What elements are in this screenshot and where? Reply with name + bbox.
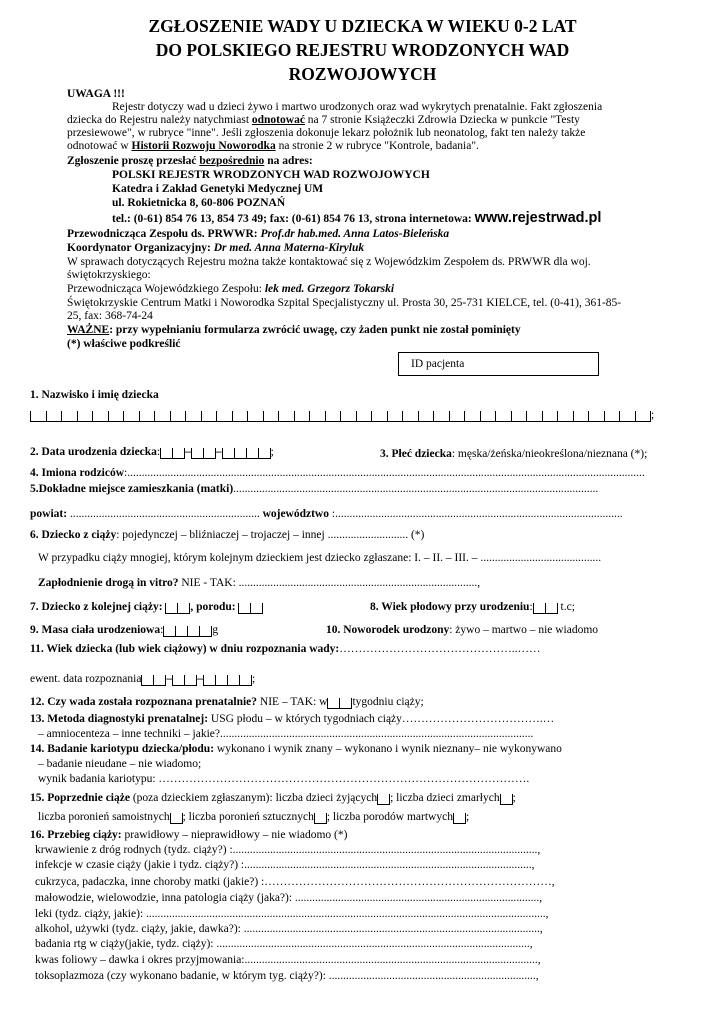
char-box[interactable] xyxy=(588,411,604,422)
birth-weight-boxes[interactable] xyxy=(163,624,212,637)
diag-year-boxes[interactable] xyxy=(203,673,252,686)
char-box[interactable] xyxy=(263,411,279,422)
char-box[interactable] xyxy=(247,411,263,422)
char-box[interactable] xyxy=(327,698,339,709)
char-box[interactable] xyxy=(30,411,46,422)
field-15-row: 15. Poprzednie ciąże (poza dzieckiem zgłaszanym): liczba dzieci żyjących ; liczba dzieci zmarłych ; xyxy=(30,792,516,804)
induced-abortion-box[interactable] xyxy=(314,811,327,824)
field-13-row[interactable]: 13. Metoda diagnostyki prenatalnej: USG płodu – w których tygodniach ciąży……………………………….… xyxy=(30,713,555,725)
pregnancy-question[interactable]: infekcje w czasie ciąży (jakie i tydz. ciąży?) :...................................................................................................., xyxy=(35,859,535,871)
pregnancy-question[interactable]: małowodzie, wielowodzie, inna patologia ciąży (jaka?): ....................................................................................., xyxy=(35,892,543,904)
address-line: Katedra i Zakład Genetyki Medycznej UM xyxy=(112,183,324,195)
address-line: ul. Rokietnicka 8, 60-806 POZNAŃ xyxy=(112,197,286,209)
char-box[interactable] xyxy=(216,411,232,422)
char-box[interactable] xyxy=(619,411,635,422)
website-link[interactable]: www.rejestrwad.pl xyxy=(474,210,602,226)
field-4-row[interactable]: 4. Imiona rodziców:.................................................................................................................................................................................... xyxy=(30,467,645,479)
form-title-line1: ZGŁOSZENIE WADY U DZIECKA W WIEKU 0-2 LAT xyxy=(148,16,577,36)
field-10-row[interactable]: 10. Noworodek urodzony: żywo – martwo – nie wiadomo xyxy=(326,624,599,636)
delivery-number-boxes[interactable] xyxy=(238,601,263,614)
patient-id-label: ID pacjenta xyxy=(411,358,465,370)
pregnancy-question[interactable]: cukrzyca, padaczka, inne choroby matki (jakie?) :…………………………………………………………………, xyxy=(35,876,555,888)
important-note: WAŻNE: przy wypełnianiu formularza zwrócić uwagę, czy żaden punkt nie został pominięty xyxy=(67,324,521,336)
char-box[interactable] xyxy=(340,411,356,422)
birth-day-boxes[interactable] xyxy=(160,446,185,459)
char-box[interactable] xyxy=(154,411,170,422)
char-box[interactable] xyxy=(325,411,341,422)
regional-chair-line: Przewodnicząca Wojewódzkiego Zespołu: lek med. Grzegorz Tokarski xyxy=(67,283,395,295)
char-box[interactable] xyxy=(184,675,197,686)
diagnosis-date-row: ewent. data rozpoznania – – ; xyxy=(30,673,256,685)
pregnancy-question[interactable]: kwas foliowy – dawka i okres przyjmowania:......................................................................................................, xyxy=(35,954,541,966)
char-box[interactable] xyxy=(191,448,203,459)
ivf-row[interactable]: Zapłodnienie drogą in vitro? NIE - TAK: ..................................................................................., xyxy=(38,577,481,589)
patient-id-box[interactable] xyxy=(398,352,599,376)
field-13-row-b[interactable]: – amniocenteza – inne techniki – jakie?............................................................................................................. xyxy=(38,728,534,740)
field-16-row[interactable]: 16. Przebieg ciąży: prawidłowy – nieprawidłowy – nie wiadomo (*) xyxy=(30,829,348,841)
form-title-line3: ROZWOJOWYCH xyxy=(288,64,437,84)
char-box[interactable] xyxy=(139,411,155,422)
intro-paragraph: odnotować w Historii Rozwoju Noworodka na stronie 2 w rubryce "Kontrole, badania". xyxy=(67,140,479,152)
intro-paragraph: dziecka do Rejestru należy natychmiast odnotować na 7 stronie Książeczki Zdrowia Dziecka w punkcie "Testy xyxy=(67,114,580,126)
char-box[interactable] xyxy=(61,411,77,422)
char-box[interactable] xyxy=(153,675,166,686)
field-5-row[interactable]: 5.Dokładne miejsce zamieszkania (matki)............................................................................................................................... xyxy=(30,483,599,495)
field-15-row-b: liczba poronień samoistnych ; liczba poronień sztucznych ; liczba porodów martwych ; xyxy=(38,811,470,823)
field-14-row[interactable]: 14. Badanie kariotypu dziecka/płodu: wykonano i wynik znany – wykonano i wynik nieznany– nie wykonywano xyxy=(30,743,562,755)
field-3-row[interactable]: 3. Płeć dziecka: męska/żeńska/nieokreślona/nieznana (*); xyxy=(380,448,648,460)
char-box[interactable] xyxy=(480,411,496,422)
char-box[interactable] xyxy=(635,411,652,422)
spontaneous-miscarriage-box[interactable] xyxy=(170,811,183,824)
field-6-row[interactable]: 6. Dziecko z ciąży: pojedynczej – bliźniaczej – trojaczej – innej ............................ (*) xyxy=(30,529,425,541)
char-box[interactable] xyxy=(232,411,248,422)
diag-day-boxes[interactable] xyxy=(141,673,166,686)
stillbirth-box[interactable] xyxy=(453,811,466,824)
deceased-children-box[interactable] xyxy=(500,792,513,805)
regional-line: W sprawach dotyczących Rejestru można także kontaktować się z Wojewódzkim Zespołem ds. PRWWR dla woj. xyxy=(67,256,591,268)
char-box[interactable] xyxy=(356,411,372,422)
pregnancy-question[interactable]: krwawienie z dróg rodnych (tydz. ciąży?) :.........................................................................................................., xyxy=(35,844,541,856)
karyotype-result-row[interactable]: wynik badania kariotypu: ……………………………………………………………………………………. xyxy=(38,773,530,785)
form-title-line2: DO POLSKIEGO REJESTRU WRODZONYCH WAD xyxy=(155,40,570,60)
pregnancy-question[interactable]: toksoplazmoza (czy wykonano badanie, w którym tyg. ciąży?): ........................................................................, xyxy=(35,970,539,982)
field-8-row: 8. Wiek płodowy przy urodzeniu: t.c; xyxy=(370,601,575,613)
char-box[interactable] xyxy=(46,411,62,422)
char-box[interactable] xyxy=(278,411,294,422)
char-box[interactable] xyxy=(464,411,480,422)
chair-line: Przewodnicząca Zespołu ds. PRWWR: Prof.dr hab.med. Anna Latos-Bieleńska xyxy=(67,228,450,240)
char-box[interactable] xyxy=(542,411,558,422)
prenatal-week-boxes[interactable] xyxy=(327,696,352,709)
char-box[interactable] xyxy=(573,411,589,422)
char-box[interactable] xyxy=(314,813,327,824)
char-box[interactable] xyxy=(222,448,234,459)
char-box[interactable] xyxy=(371,411,387,422)
char-box[interactable] xyxy=(418,411,434,422)
field-7-row: 7. Dziecko z kolejnej ciąży: , porodu: xyxy=(30,601,263,614)
char-box[interactable] xyxy=(172,675,184,686)
char-box[interactable] xyxy=(185,411,201,422)
char-box[interactable] xyxy=(238,603,250,614)
living-children-box[interactable] xyxy=(377,792,390,805)
pregnancy-question[interactable]: badania rtg w ciąży(jakie, tydz. ciąży): ............................................................................................................., xyxy=(35,938,533,950)
contact-line: tel.: (0-61) 854 76 13, 854 73 49; fax: (0-61) 854 76 13, strona internetowa: www.rejestrwad.pl xyxy=(112,210,602,226)
char-box[interactable] xyxy=(377,794,390,805)
char-box[interactable] xyxy=(177,603,190,614)
centre-line: 25, fax: 368-74-24 xyxy=(67,310,153,322)
powiat-row[interactable]: powiat: .................................................................. województwo :.................................................................................................... xyxy=(30,508,623,520)
regional-line: świętokrzyskiego: xyxy=(67,269,151,281)
char-box[interactable] xyxy=(387,411,403,422)
diag-month-boxes[interactable] xyxy=(172,673,197,686)
field-11-row[interactable]: 11. Wiek dziecka (lub wiek ciążowy) w dniu rozpoznania wady:………………………………………..…… xyxy=(30,643,541,655)
centre-line: Świętokrzyskie Centrum Matki i Noworodka Szpital Specjalistyczny ul. Prosta 30, 25-731 KIELCE, tel. (0-41), 361-85- xyxy=(67,297,622,309)
char-box[interactable] xyxy=(203,448,216,459)
char-box[interactable] xyxy=(453,813,466,824)
char-box[interactable] xyxy=(402,411,418,422)
char-box[interactable] xyxy=(199,626,212,637)
gestational-age-boxes[interactable] xyxy=(533,601,558,614)
char-box[interactable] xyxy=(339,698,352,709)
char-box[interactable] xyxy=(294,411,310,422)
char-box[interactable] xyxy=(165,603,177,614)
underline-note: (*) właściwe podkreślić xyxy=(67,338,181,350)
char-box[interactable] xyxy=(309,411,325,422)
char-box[interactable] xyxy=(449,411,465,422)
field-2-row: 2. Data urodzenia dziecka: – – ; xyxy=(30,446,274,458)
uwaga-heading: UWAGA !!! xyxy=(67,88,125,100)
birth-month-boxes[interactable] xyxy=(191,446,216,459)
char-box[interactable] xyxy=(239,675,252,686)
coordinator-line: Koordynator Organizacyjny: Dr med. Anna Materna-Kiryluk xyxy=(67,242,365,254)
field-14-row-b[interactable]: – badanie nieudane – nie wiadomo; xyxy=(38,758,202,770)
field-1-label: 1. Nazwisko i imię dziecka xyxy=(30,389,159,401)
intro-paragraph: Rejestr dotyczy wad u dzieci żywo i martwo urodzonych oraz wad wykrytych prenatalnie. Fakt zgłoszenia xyxy=(112,101,603,113)
pregnancy-question[interactable]: alkohol, używki (tydz. ciąży, jakie, dawka?): ......................................................................................................., xyxy=(35,923,543,935)
multiple-pregnancy-row[interactable]: W przypadku ciąży mnogiej, którym kolejnym dzieckiem jest dziecko zgłaszane: I. – II. – III. – .......................................... xyxy=(38,552,602,564)
char-box[interactable] xyxy=(533,603,545,614)
char-box[interactable] xyxy=(227,675,239,686)
char-box[interactable] xyxy=(215,675,227,686)
pregnancy-question[interactable]: leki (tydz. ciąży, jakie): ..........................................................................................................................................., xyxy=(35,908,549,920)
char-box[interactable] xyxy=(201,411,217,422)
char-box[interactable] xyxy=(433,411,449,422)
char-box[interactable] xyxy=(500,794,513,805)
char-box[interactable] xyxy=(604,411,620,422)
field-12-row: 12. Czy wada została rozpoznana prenatalnie? NIE – TAK: w tygodniu ciąży; xyxy=(30,696,424,708)
char-box[interactable] xyxy=(123,411,139,422)
char-box[interactable] xyxy=(175,626,187,637)
char-box[interactable] xyxy=(557,411,573,422)
birth-year-boxes[interactable] xyxy=(222,446,271,459)
char-box[interactable] xyxy=(203,675,215,686)
char-box[interactable] xyxy=(77,411,93,422)
char-box[interactable] xyxy=(495,411,511,422)
char-box[interactable] xyxy=(511,411,527,422)
char-box[interactable] xyxy=(108,411,124,422)
address-line: POLSKI REJESTR WRODZONYCH WAD ROZWOJOWYCH xyxy=(112,169,430,181)
char-box[interactable] xyxy=(545,603,558,614)
char-box[interactable] xyxy=(141,675,153,686)
field-9-row: 9. Masa ciała urodzeniowa: g xyxy=(30,624,219,636)
char-box[interactable] xyxy=(172,448,185,459)
intro-paragraph: przesiewowe", w rubryce "inne". Jeśli zgłoszenia dokonuje lekarz położnik lub neonatolog, fakt ten należy także xyxy=(67,127,586,139)
char-box[interactable] xyxy=(187,626,199,637)
char-box[interactable] xyxy=(246,448,258,459)
child-name-boxes[interactable]: ; xyxy=(30,409,654,422)
char-box[interactable] xyxy=(250,603,263,614)
pregnancy-number-boxes[interactable] xyxy=(165,601,190,614)
char-box[interactable] xyxy=(258,448,271,459)
char-box[interactable] xyxy=(234,448,246,459)
char-box[interactable] xyxy=(163,626,175,637)
char-box[interactable] xyxy=(170,813,183,824)
char-box[interactable] xyxy=(170,411,186,422)
address-heading: Zgłoszenie proszę przesłać bezpośrednio na adres: xyxy=(67,155,313,167)
char-box[interactable] xyxy=(92,411,108,422)
char-box[interactable] xyxy=(160,448,172,459)
char-box[interactable] xyxy=(526,411,542,422)
